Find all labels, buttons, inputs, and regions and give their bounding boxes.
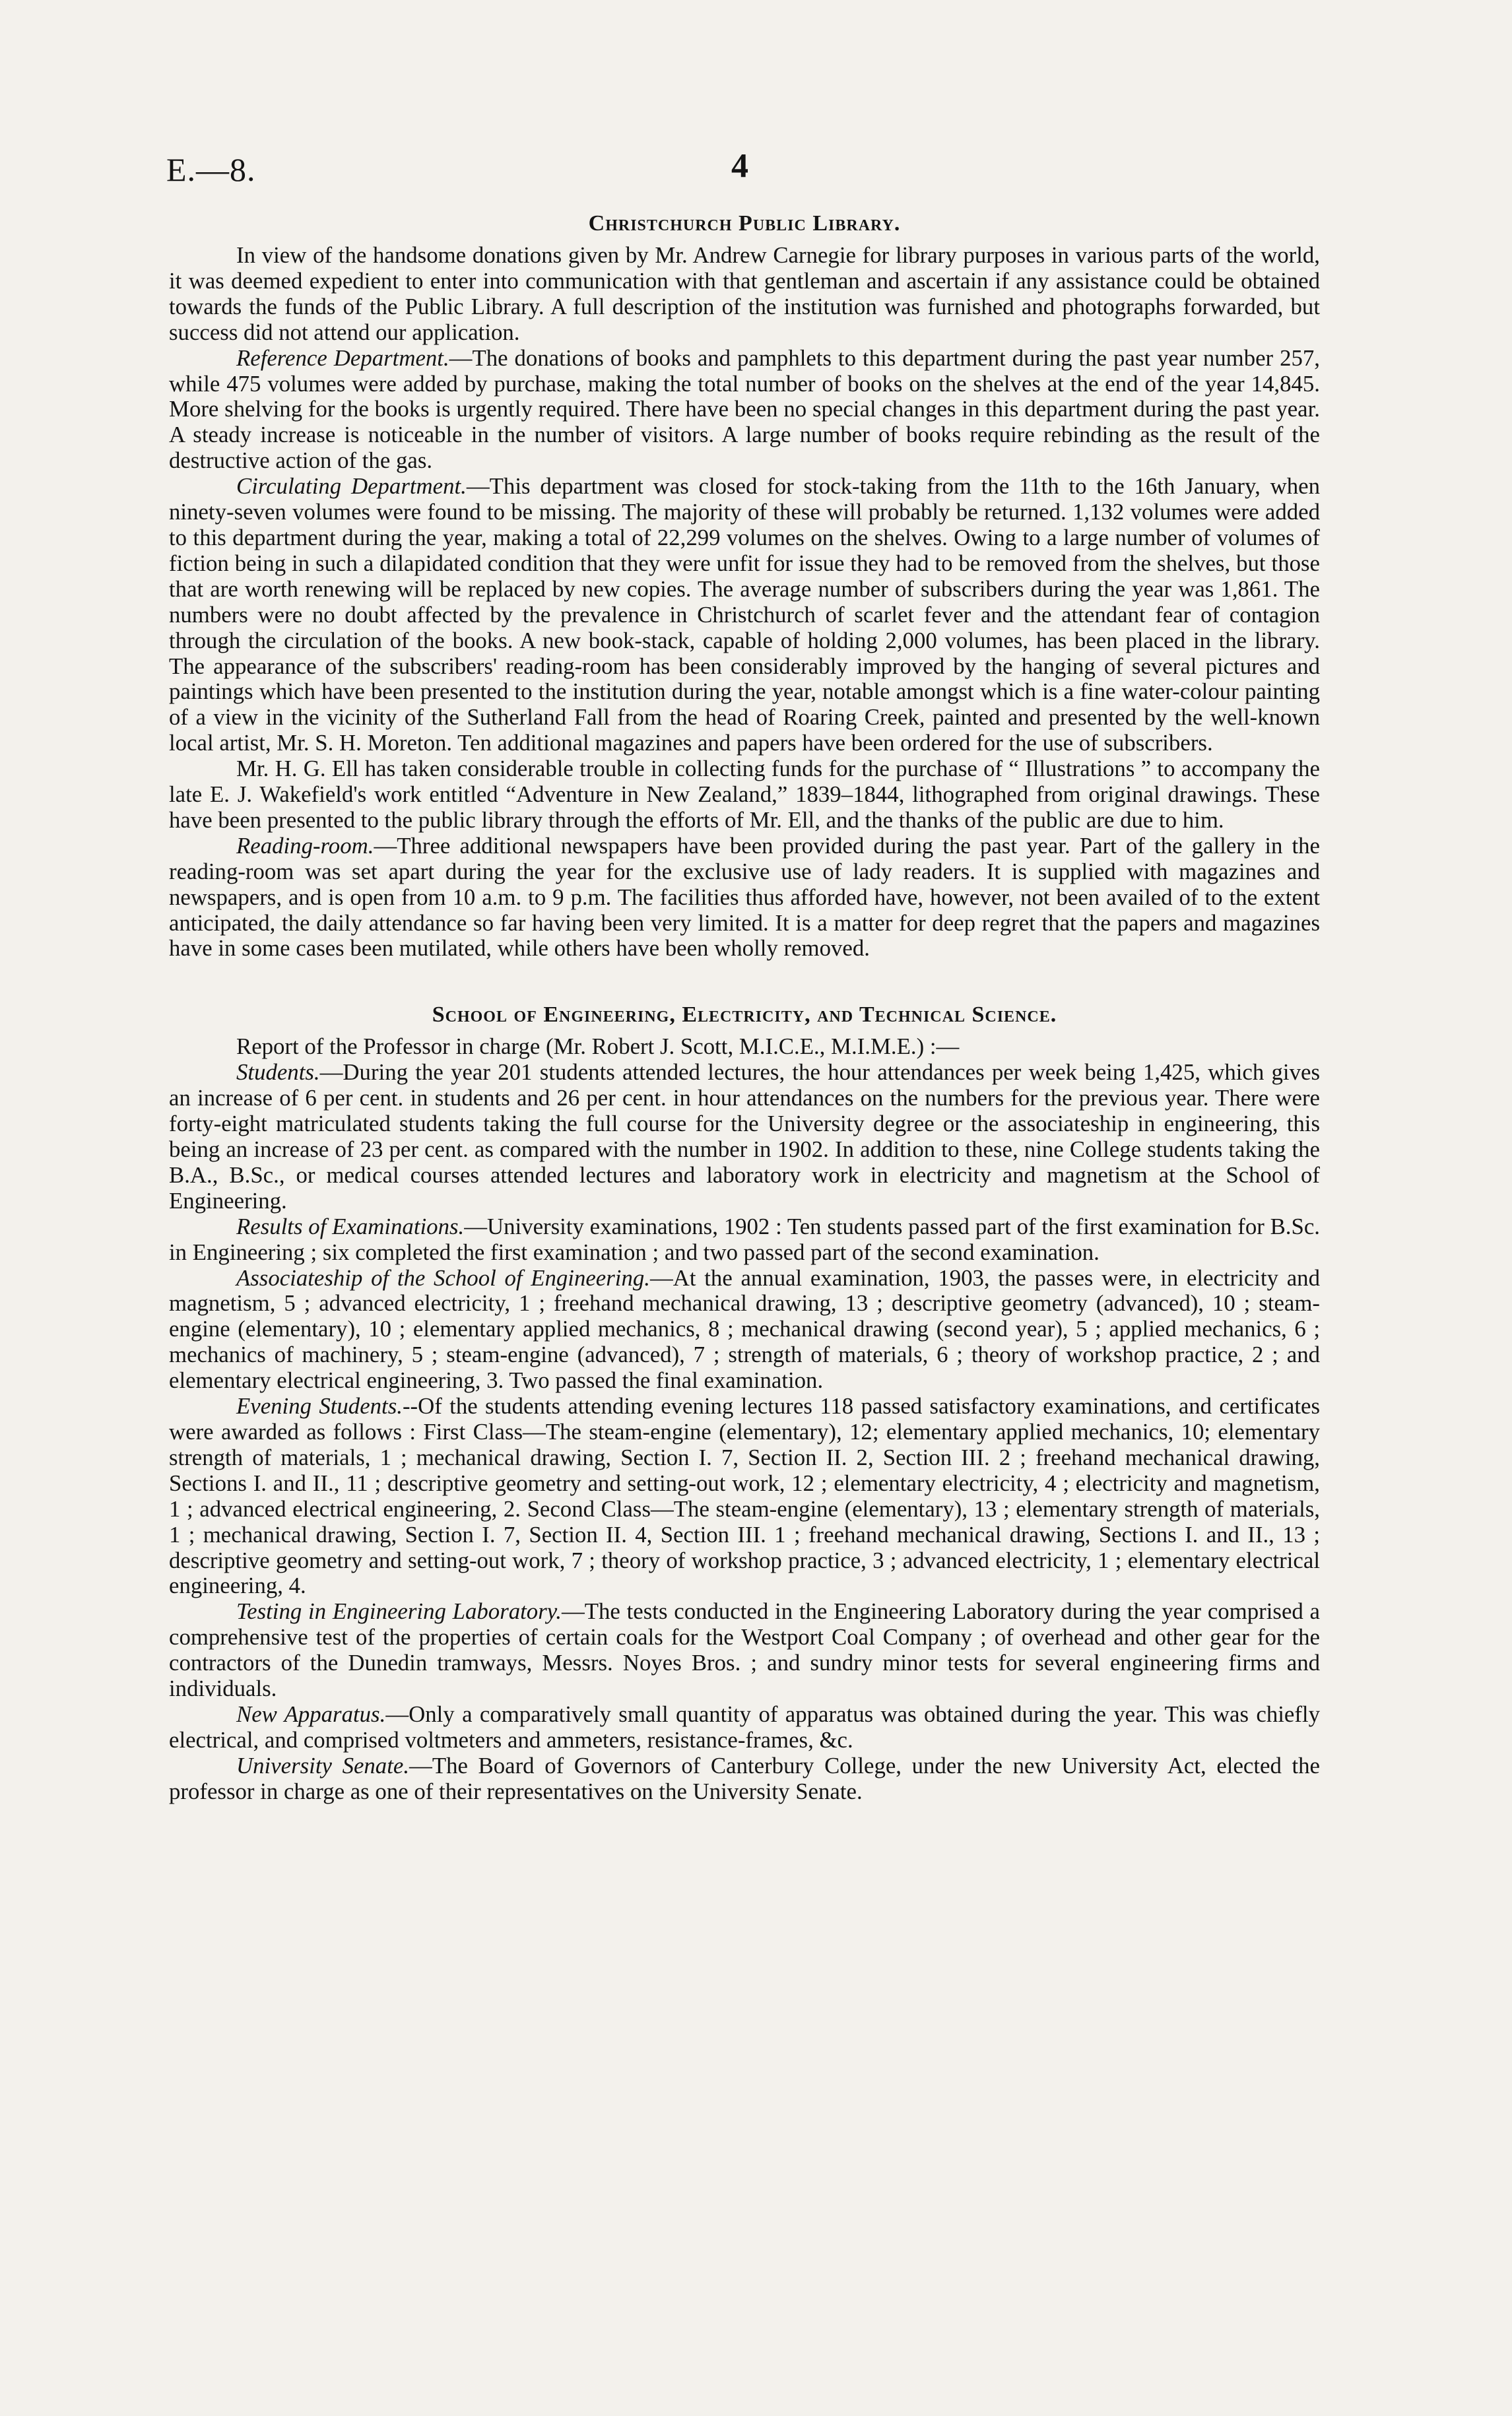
section-title: School of Engineering, Electricity, and Technical Science. [432,1002,1057,1028]
paragraph: Reading-room.—Three additional newspapers have been provided during the past year. Part of the gallery in the reading-room was set apart during the year for the exclusive use of lady readers. It is supplied with magazines and newspapers, and is open from 10 a.m. to 9 p.m. The facilities thus afforded have, however, not been availed of to the extent anticipated, the daily attendance so far having been very limited. It is a matter for deep regret that the papers and magazines have in some cases been mutilated, while others have been wholly removed. [169,832,1320,962]
paragraph: In view of the handsome donations given by Mr. Andrew Carnegie for library purposes in various parts of the world, it was deemed expedient to enter into communication with that gentleman and ascertain if any assistance could be obtained towards the funds of the Public Library. A full description of the institution was furnished and photographs forwarded, but success did not attend our application. [169,242,1320,345]
paragraph: Report of the Professor in charge (Mr. Robert J. Scott, M.I.C.E., M.I.M.E.) :— [236,1033,960,1060]
paragraph: Evening Students.--Of the students attending evening lectures 118 passed satisfactory examinations, and certificates were awarded as follows : First Class—The steam-engine (elementary), 12; elementary applied mechanics, 10; elementary strength of materials, 1 ; mechanical drawing, Section I. 7, Section II. 2, Section III. 2 ; freehand mechanical drawing, Sections I. and II., 11 ; descriptive geometry and setting-out work, 12 ; elementary electricity, 4 ; electricity and magnetism, 1 ; advanced electrical engineering, 2. Second Class—The steam-engine (elementary), 13 ; elementary strength of materials, 1 ; mechanical drawing, Section I. 7, Section II. 4, Section III. 1 ; freehand mechanical drawing, Sections I. and II., 13 ; descriptive geometry and setting-out work, 7 ; theory of workshop practice, 3 ; advanced electricity, 1 ; elementary electrical engineering, 4. [169,1393,1320,1599]
paragraph: New Apparatus.—Only a comparatively small quantity of apparatus was obtained during the year. This was chiefly electrical, and comprised voltmeters and ammeters, resistance-frames, &c. [169,1701,1320,1753]
paragraph: Associateship of the School of Engineering.—At the annual examination, 1903, the passes were, in electricity and magnetism, 5 ; advanced electricity, 1 ; freehand mechanical drawing, 13 ; descriptive geometry (advanced), 10 ; steam-engine (elementary), 10 ; elementary applied mechanics, 8 ; mechanical drawing (second year), 5 ; applied mechanics, 6 ; mechanics of machinery, 5 ; steam-engine (advanced), 7 ; strength of materials, 6 ; theory of workshop practice, 2 ; and elementary electrical engineering, 3. Two passed the final examination. [169,1264,1320,1394]
paragraph: Circulating Department.—This department was closed for stock-taking from the 11th to the 16th January, when ninety-seven volumes were found to be missing. The majority of these will probably be returned. 1,132 volumes were added to this department during the year, making a total of 22,299 volumes on the shelves. Owing to a large number of volumes of fiction being in such a dilapidated condition that they were unfit for issue they had to be removed from the shelves, but those that are worth renewing will be replaced by new copies. The average number of subscribers during the year was 1,861. The numbers were no doubt affected by the prevalence in Christchurch of scarlet fever and the attendant fear of contagion through the circulation of the books. A new book-stack, capable of holding 2,000 volumes, has been placed in the library. The appearance of the subscribers' reading-room has been considerably improved by the hanging of several pictures and paintings which have been presented to the institution during the year, notable amongst which is a fine water-colour painting of a view in the vicinity of the Sutherland Fall from the head of Roaring Creek, painted and presented by the well-known local artist, Mr. S. H. Moreton. Ten additional magazines and papers have been ordered for the use of subscribers. [169,473,1320,756]
paragraph: Mr. H. G. Ell has taken considerable trouble in collecting funds for the purchase of “ Illustrations ” to accompany the late E. J. Wakefield's work entitled “Adventure in New Zealand,” 1839–1844, lithographed from original drawings. These have been presented to the public library through the efforts of Mr. Ell, and the thanks of the public are due to him. [169,756,1320,833]
paragraph: Results of Examinations.—University examinations, 1902 : Ten students passed part of the first examination for B.Sc. in Engineering ; six completed the first examination ; and two passed part of the second examination. [169,1213,1320,1265]
paragraph: Students.—During the year 201 students attended lectures, the hour attendances per week being 1,425, which gives an increase of 6 per cent. in students and 26 per cent. in hour attendances on the numbers for the previous year. There were forty-eight matriculated students taking the full course for the University degree or the associateship in engineering, this being an increase of 23 per cent. as compared with the number in 1902. In addition to these, nine College students taking the B.A., B.Sc., or medical courses attended lectures and laboratory work in electricity and magnetism at the School of Engineering. [169,1059,1320,1214]
document-code: E.—8. [166,151,256,188]
paragraph: Reference Department.—The donations of books and pamphlets to this department during the past year number 257, while 475 volumes were added by purchase, making the total number of books on the shelves at the end of the year 14,845. More shelving for the books is urgently required. There have been no special changes in this department during the past year. A steady increase is noticeable in the number of visitors. A large number of books require rebinding as the result of the destructive action of the gas. [169,344,1320,474]
paragraph: Testing in Engineering Laboratory.—The tests conducted in the Engineering Laboratory during the year comprised a comprehensive test of the properties of certain coals for the Westport Coal Company ; of overhead and other gear for the contractors of the Dunedin tramways, Messrs. Noyes Bros. ; and sundry minor tests for several engineering firms and individuals. [169,1598,1320,1702]
section-title: Christchurch Public Library. [588,211,901,236]
page-number: 4 [731,147,748,185]
section-engineering [169,1001,1320,1804]
paragraph: University Senate.—The Board of Governors of Canterbury College, under the new University Act, elected the professor in charge as one of their representatives on the University Senate. [169,1752,1321,1804]
page-body [169,210,1320,1805]
section-library [169,210,1320,962]
